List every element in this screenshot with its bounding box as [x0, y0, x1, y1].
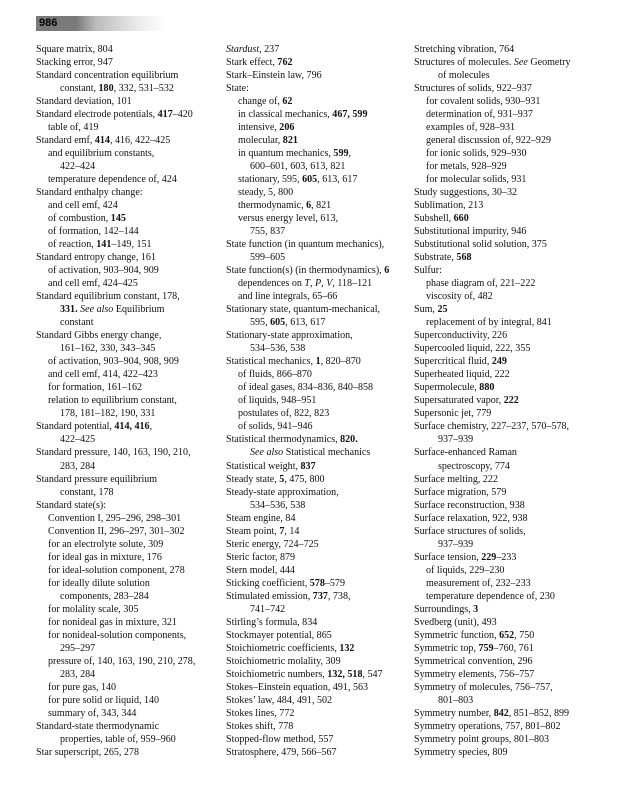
- index-entry: Steam point, 7, 14: [226, 525, 300, 537]
- index-entry: 178, 181–182, 190, 331: [60, 408, 156, 420]
- index-entry: Supercritical fluid, 249: [414, 356, 507, 368]
- index-entry: for molecular solids, 931: [426, 174, 527, 186]
- index-entry: steady, 5, 800: [238, 187, 294, 199]
- index-column-right: [414, 43, 614, 759]
- index-entry: Convention I, 295–296, 298–301: [48, 512, 182, 524]
- index-entry: constant, 178: [60, 486, 114, 498]
- index-entry: Symmetrical convention, 296: [414, 655, 533, 667]
- index-entry: Standard emf, 414, 416, 422–425: [36, 135, 171, 147]
- index-entry: constant, 180, 332, 531–532: [60, 83, 174, 95]
- index-entry: general discussion of, 922–929: [426, 135, 552, 147]
- index-entry: Surface structures of solids,: [414, 525, 526, 537]
- index-entry: 600–601, 603, 613, 821: [250, 161, 346, 173]
- index-entry: Substitutional solid solution, 375: [414, 239, 547, 251]
- index-entry: 422–425: [60, 434, 96, 446]
- index-entry: State function(s) (in thermodynamics), 6: [226, 265, 390, 277]
- index-entry: and line integrals, 65–66: [238, 291, 338, 303]
- index-entry: for pure gas, 140: [48, 681, 117, 693]
- index-entry: Stardust, 237: [226, 44, 280, 55]
- index-entry: Structures of molecules. See Geometry: [414, 57, 571, 69]
- index-entry: in quantum mechanics, 599,: [238, 148, 352, 160]
- index-entry: Stationary state, quantum-mechanical,: [226, 304, 380, 316]
- index-entry: Symmetry number, 842, 851–852, 899: [414, 707, 570, 719]
- index-entry: Convention II, 296–297, 301–302: [48, 525, 185, 537]
- index-entry: Superconductivity, 226: [414, 330, 508, 342]
- index-entry: Symmetry of molecules, 756–757,: [414, 681, 553, 693]
- index-entry: Sticking coefficient, 578–579: [226, 577, 345, 589]
- index-entry: Stern model, 444: [226, 564, 295, 576]
- index-entry: Surface-enhanced Raman: [414, 447, 517, 459]
- index-entry: spectroscopy, 774: [438, 460, 510, 472]
- index-entry: Stoichiometric coefficients, 132: [226, 642, 355, 654]
- index-entry: versus energy level, 613,: [238, 213, 338, 225]
- index-entry: Substitutional impurity, 946: [414, 226, 527, 238]
- index-entry: Surface reconstruction, 938: [414, 499, 525, 511]
- index-entry: Stratosphere, 479, 566–567: [226, 746, 337, 758]
- index-entry: Supersonic jet, 779: [414, 408, 492, 420]
- index-entry: of liquids, 229–230: [426, 564, 505, 576]
- index-entry: table of, 419: [48, 122, 99, 134]
- index-entry: dependences on T, P, V, 118–121: [238, 278, 373, 290]
- index-entry: in classical mechanics, 467, 599: [238, 109, 368, 121]
- index-entry: Steady state, 5, 475, 800: [226, 473, 325, 485]
- index-entry: of liquids, 948–951: [238, 395, 317, 407]
- index-entry: 534–536, 538: [250, 499, 306, 511]
- index-column-middle: [226, 43, 412, 759]
- index-entry: for ideally dilute solution: [48, 577, 150, 589]
- index-entry: of solids, 941–946: [238, 421, 313, 433]
- index-entry: 937–939: [438, 434, 474, 446]
- index-entry: for metals, 928–929: [426, 161, 507, 173]
- index-entry: Sublimation, 213: [414, 200, 484, 212]
- index-entry: Study suggestions, 30–32: [414, 187, 517, 199]
- index-entry: Standard electrode potentials, 417–420: [36, 109, 193, 121]
- index-entry: Symmetry elements, 756–757: [414, 668, 535, 680]
- index-entry: Standard deviation, 101: [36, 96, 132, 108]
- index-entry: and cell emf, 414, 422–423: [48, 369, 158, 381]
- index-entry: 283, 284: [60, 668, 96, 680]
- index-entry: 295–297: [60, 642, 96, 654]
- index-entry: examples of, 928–931: [426, 122, 516, 134]
- index-entry: Subshell, 660: [414, 213, 469, 225]
- index-entry: Supersaturated vapor, 222: [414, 395, 519, 407]
- index-entry: Standard potential, 414, 416,: [36, 421, 153, 433]
- index-entry: determination of, 931–937: [426, 109, 533, 121]
- index-entry: of ideal gases, 834–836, 840–858: [238, 382, 374, 394]
- index-entry: Surface relaxation, 922, 938: [414, 512, 528, 524]
- index-entry: Star superscript, 265, 278: [36, 746, 139, 758]
- index-entry: Stokes’ law, 484, 491, 502: [226, 694, 333, 706]
- index-entry: and cell emf, 424–425: [48, 278, 138, 290]
- index-entry: for covalent solids, 930–931: [426, 96, 541, 108]
- index-entry: for ideal gas in mixture, 176: [48, 551, 162, 563]
- index-entry: for nonideal gas in mixture, 321: [48, 616, 177, 628]
- index-entry: Symmetry species, 809: [414, 746, 508, 758]
- index-entry: Structures of solids, 922–937: [414, 83, 532, 95]
- index-entry: molecular, 821: [238, 135, 298, 147]
- index-entry: intensive, 206: [238, 122, 295, 134]
- index-entry: Symmetric function, 652, 750: [414, 629, 535, 641]
- index-entry: Supercooled liquid, 222, 355: [414, 343, 531, 355]
- index-entry: Symmetric top, 759–760, 761: [414, 642, 534, 654]
- index-entry: thermodynamic, 6, 821: [238, 200, 332, 212]
- index-entry: Steric energy, 724–725: [226, 538, 319, 550]
- index-entry: 595, 605, 613, 617: [250, 317, 326, 329]
- index-entry: for molality scale, 305: [48, 603, 139, 615]
- index-entry: of activation, 903–904, 909: [48, 265, 159, 277]
- index-entry: 599–605: [250, 252, 286, 264]
- index-entry: Stimulated emission, 737, 738,: [226, 590, 351, 602]
- index-entry: Stoichiometric molality, 309: [226, 655, 341, 667]
- index-entry: relation to equilibrium constant,: [48, 395, 177, 407]
- index-entry: change of, 62: [238, 96, 293, 108]
- index-entry: for formation, 161–162: [48, 382, 143, 394]
- index-entry: Surroundings, 3: [414, 603, 479, 615]
- index-entry: for ideal-solution component, 278: [48, 564, 185, 576]
- index-entry: Stirling’s formula, 834: [226, 616, 318, 628]
- index-entry: 422–424: [60, 161, 96, 173]
- index-entry: Standard pressure, 140, 163, 190, 210,: [36, 447, 191, 459]
- index-entry: 801–803: [438, 694, 474, 706]
- index-entry: stationary, 595, 605, 613, 617: [238, 174, 358, 186]
- index-entry: Standard pressure equilibrium: [36, 473, 158, 485]
- page-header: [36, 16, 166, 31]
- index-entry: Stationary-state approximation,: [226, 330, 353, 342]
- index-entry: temperature dependence of, 424: [48, 174, 177, 186]
- index-entry: Stokes–Einstein equation, 491, 563: [226, 681, 369, 693]
- index-entry: for ionic solids, 929–930: [426, 148, 527, 160]
- index-entry: Stretching vibration, 764: [414, 44, 515, 55]
- index-entry: 161–162, 330, 343–345: [60, 343, 156, 355]
- index-entry: Statistical thermodynamics, 820.: [226, 434, 358, 446]
- index-entry: Standard concentration equilibrium: [36, 70, 179, 82]
- index-entry: of formation, 142–144: [48, 226, 139, 238]
- index-entry: phase diagram of, 221–222: [426, 278, 536, 290]
- index-entry: Sulfur:: [414, 265, 442, 277]
- index-entry: Stacking error, 947: [36, 57, 113, 69]
- index-entry: Symmetry point groups, 801–803: [414, 733, 550, 745]
- index-entry: summary of, 343, 344: [48, 707, 137, 719]
- index-entry: Superheated liquid, 222: [414, 369, 510, 381]
- index-entry: 937–939: [438, 538, 474, 550]
- index-entry: See also Statistical mechanics: [250, 447, 371, 459]
- index-entry: for pure solid or liquid, 140: [48, 694, 160, 706]
- index-entry: of fluids, 866–870: [238, 369, 312, 381]
- index-entry: Standard enthalpy change:: [36, 187, 143, 199]
- index-entry: for nonideal-solution components,: [48, 629, 187, 641]
- index-entry: Stokes shift, 778: [226, 720, 294, 732]
- index-entry: of molecules: [438, 70, 490, 82]
- index-entry: of combustion, 145: [48, 213, 126, 225]
- index-entry: Stark effect, 762: [226, 57, 293, 69]
- index-entry: Steady-state approximation,: [226, 486, 339, 498]
- index-entry: Stoichiometric numbers, 132, 518, 547: [226, 668, 383, 680]
- index-entry: components, 283–284: [60, 590, 149, 602]
- index-entry: and cell emf, 424: [48, 200, 118, 212]
- index-entry: Surface chemistry, 227–237, 570–578,: [414, 421, 570, 433]
- index-column-left: [36, 43, 226, 759]
- index-entry: postulates of, 822, 823: [238, 408, 330, 420]
- index-entry: Statistical weight, 837: [226, 460, 316, 472]
- index-entry: Symmetry operations, 757, 801–802: [414, 720, 561, 732]
- index-entry: for an electrolyte solute, 309: [48, 538, 164, 550]
- page-number: 986: [39, 17, 58, 29]
- index-entry: Standard entropy change, 161: [36, 252, 156, 264]
- index-entry: of reaction, 141–149, 151: [48, 239, 152, 251]
- index-entry: Surface migration, 579: [414, 486, 507, 498]
- index-entry: Standard Gibbs energy change,: [36, 330, 162, 342]
- index-entry: properties, table of, 959–960: [60, 733, 176, 745]
- index-entry: Stark–Einstein law, 796: [226, 70, 322, 82]
- index-entry: 741–742: [250, 603, 286, 615]
- index-entry: Sum, 25: [414, 304, 448, 316]
- index-entry: replacement of by integral, 841: [426, 317, 552, 329]
- index-entry: 331. See also Equilibrium: [60, 304, 165, 316]
- index-entry: Surface tension, 229–233: [414, 551, 517, 563]
- index-entry: Svedberg (unit), 493: [414, 616, 497, 628]
- index-entry: 755, 837: [250, 226, 286, 238]
- index-entry: constant: [60, 317, 94, 329]
- index-entry: and equilibrium constants,: [48, 148, 155, 160]
- index-entry: Statistical mechanics, 1, 820–870: [226, 356, 361, 368]
- index-entry: Standard equilibrium constant, 178,: [36, 291, 180, 303]
- index-entry: Substrate, 568: [414, 252, 472, 264]
- index-entry: of activation, 903–904, 908, 909: [48, 356, 179, 368]
- index-entry: measurement of, 232–233: [426, 577, 531, 589]
- index-entry: Square matrix, 804: [36, 44, 113, 55]
- index-entry: viscosity of, 482: [426, 291, 493, 303]
- index-entry: 534–536, 538: [250, 343, 306, 355]
- index-entry: temperature dependence of, 230: [426, 590, 555, 602]
- index-entry: Supermolecule, 880: [414, 382, 495, 394]
- index-entry: Stopped-flow method, 557: [226, 733, 334, 745]
- index-entry: Standard state(s):: [36, 499, 107, 511]
- index-entry: Surface melting, 222: [414, 473, 498, 485]
- index-entry: State function (in quantum mechanics),: [226, 239, 385, 251]
- index-entry: State:: [226, 83, 249, 95]
- index-entry: 283, 284: [60, 460, 96, 472]
- index-entry: Stockmayer potential, 865: [226, 629, 332, 641]
- index-entry: Standard-state thermodynamic: [36, 720, 160, 732]
- index-entry: Stokes lines, 772: [226, 707, 295, 719]
- index-entry: Steam engine, 84: [226, 512, 296, 524]
- index-entry: pressure of, 140, 163, 190, 210, 278,: [48, 655, 196, 667]
- index-entry: Steric factor, 879: [226, 551, 296, 563]
